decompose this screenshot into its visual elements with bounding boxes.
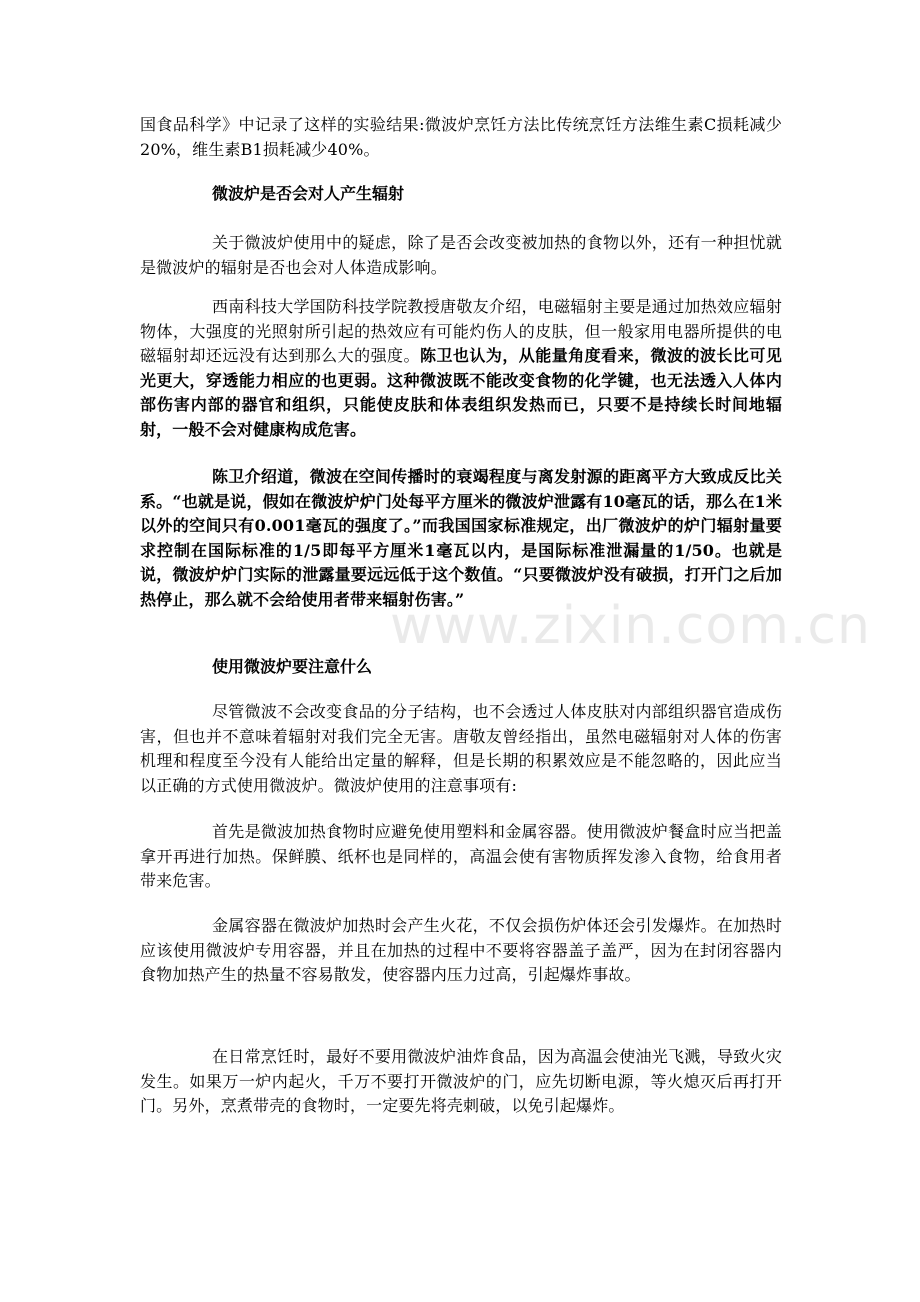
paragraph-vitamin-result: 国食品科学》中记录了这样的实验结果:微波炉烹饪方法比传统烹饪方法维生素C损耗减少20%，维生素B1损耗减少40%。 (140, 115, 782, 159)
paragraph-caution: 尽管微波不会改变食品的分子结构，也不会透过人体皮肤对内部组织器官造成伤害，但也并不意味着辐射对我们完全无害。唐敬友曾经指出，虽然电磁辐射对人体的伤害机理和程度至今没有人能给出定量的解释，但是长期的积累效应是不能忽略的，因此应当以正确的方式使用微波炉。微波炉使用的注意事项有: (140, 702, 782, 795)
paragraph-chenwei-attenuation: 陈卫介绍道，微波在空间传播时的衰竭程度与离发射源的距离平方大致成反比关系。“也就是说，假如在微波炉炉门处每平方厘米的微波炉泄露有10毫瓦的话，那么在1米以外的空间只有0.001毫瓦的强度了。”而我国国家标准规定，出厂微波炉的炉门辐射量要求控制在国际标准的1/5即每平方厘米1毫瓦以内，是国际标准泄漏量的1/50。也就是说，微波炉炉门实际的泄露量要远远低于这个数值。“只要微波炉没有破损，打开门之后加热停止，那么就不会给使用者带来辐射伤害。” (140, 467, 782, 609)
paragraph-plastic-metal: 首先是微波加热食物时应避免使用塑料和金属容器。使用微波炉餐盒时应当把盖拿开再进行加热。保鲜膜、纸杯也是同样的，高温会使有害物质挥发渗入食物，给食用者带来危害。 (140, 822, 782, 890)
paragraph-daily-cooking: 在日常烹饪时，最好不要用微波炉油炸食品，因为高温会使油光飞溅，导致火灾发生。如果万一炉内起火，千万不要打开微波炉的门，应先切断电源，等火熄灭后再打开门。另外，烹煮带壳的食物时，一定要先将壳刺破，以免引起爆炸。 (140, 1047, 782, 1115)
paragraph-concern: 关于微波炉使用中的疑虑，除了是否会改变被加热的食物以外，还有一种担忧就是微波炉的辐射是否也会对人体造成影响。 (140, 233, 782, 277)
watermark-logo: www.zixin.com.cn (390, 596, 871, 656)
heading-radiation: 微波炉是否会对人产生辐射 (212, 184, 405, 203)
paragraph-tang-jingyou (140, 295, 782, 442)
paragraph-chenwei-bold-text: 陈卫也认为，从能量角度看来，微波的波长比可见光更大，穿透能力相应的也更弱。这种微波既不能改变食物的化学键，也无法透入人体内部伤害内部的器官和组织，只能使皮肤和体表组织发热而已，只要不是持续长时间地辐射，一般不会对健康构成危害。 (140, 346, 782, 439)
paragraph-tang-normal-text: 西南科技大学国防科技学院教授唐敬友介绍，电磁辐射主要是通过加热效应辐射物体，大强度的光照射所引起的热效应有可能灼伤人的皮肤，但一般家用电器所提供的电磁辐射却还远没有达到那么大的强度。 (140, 297, 782, 365)
paragraph-metal-container: 金属容器在微波炉加热时会产生火花，不仅会损伤炉体还会引发爆炸。在加热时应该使用微波炉专用容器，并且在加热的过程中不要将容器盖子盖严，因为在封闭容器内食物加热产生的热量不容易散发，使容器内压力过高，引起爆炸事故。 (140, 916, 782, 984)
heading-precautions: 使用微波炉要注意什么 (212, 657, 373, 676)
